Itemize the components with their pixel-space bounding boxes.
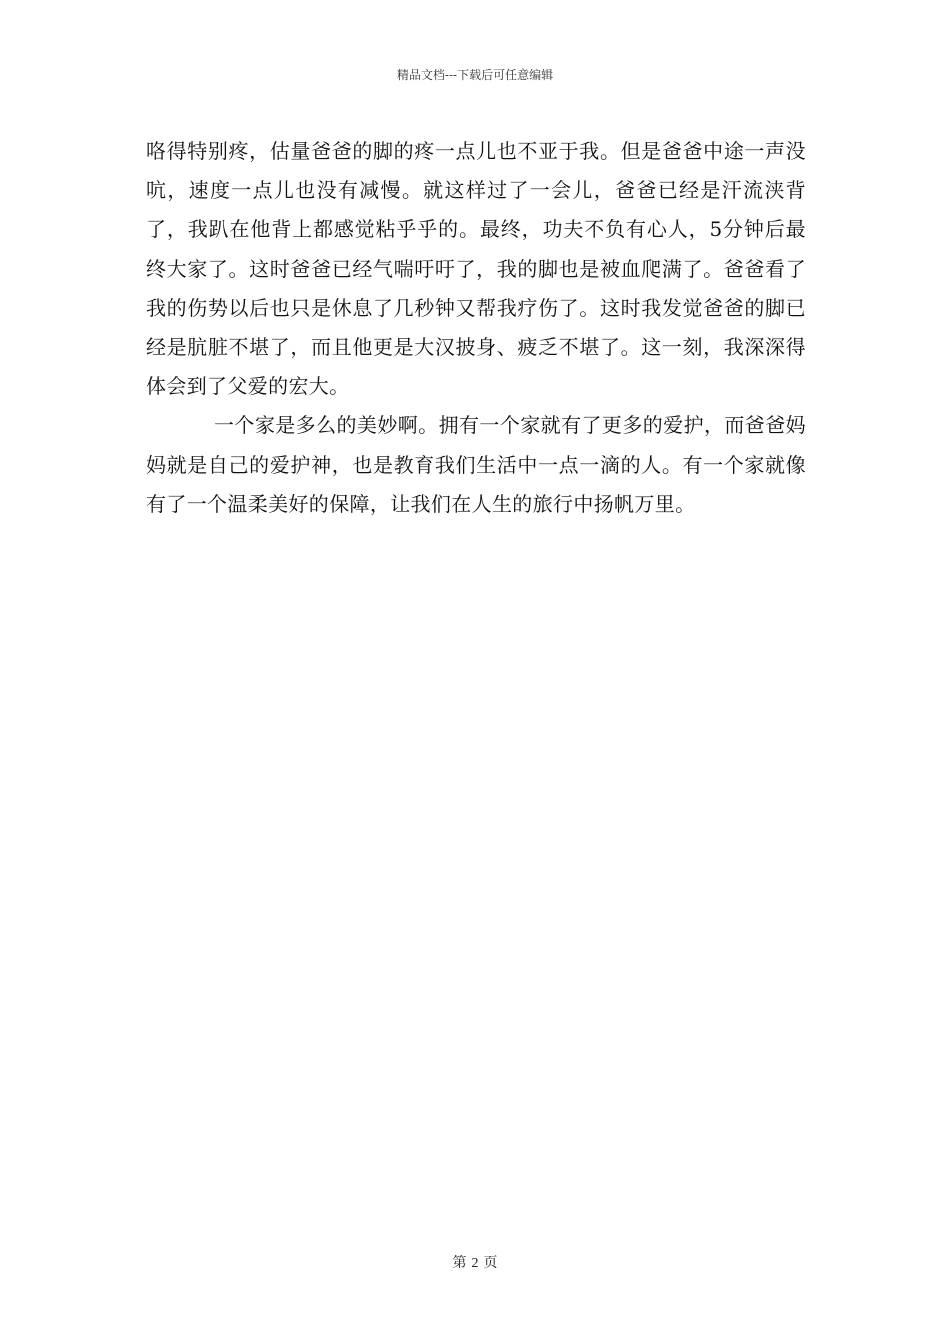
page-number-prefix: 第 — [452, 1255, 467, 1271]
paragraph-2: 一个家是多么的美妙啊。拥有一个家就有了更多的爱护，而爸爸妈妈就是自己的爱护神，也是教育我们生活中一点一滴的人。有一个家就像有了一个温柔美好的保障，让我们在人生的旅行中扬帆万里。 — [146, 413, 806, 516]
page-header: 精品文档---下载后可任意编辑 — [396, 68, 554, 82]
page-number: 2 — [471, 1256, 479, 1271]
page-footer — [0, 1252, 950, 1272]
page-number-suffix: 页 — [483, 1255, 498, 1271]
document-body — [146, 132, 806, 524]
paragraph-1: 咯得特别疼，估量爸爸的脚的疼一点儿也不亚于我。但是爸爸中途一声没吭，速度一点儿也没有减慢。就这样过了一会儿，爸爸已经是汗流浃背了，我趴在他背上都感觉粘乎乎的。最终，功夫不负有心人，5分钟后最终大家了。这时爸爸已经气喘吁吁了，我的脚也是被血爬满了。爸爸看了我的伤势以后也只是休息了几秒钟又帮我疗伤了。这时我发觉爸爸的脚已经是肮脏不堪了，而且他更是大汉披身、疲乏不堪了。这一刻，我深深得体会到了父爱的宏大。 — [146, 139, 806, 399]
